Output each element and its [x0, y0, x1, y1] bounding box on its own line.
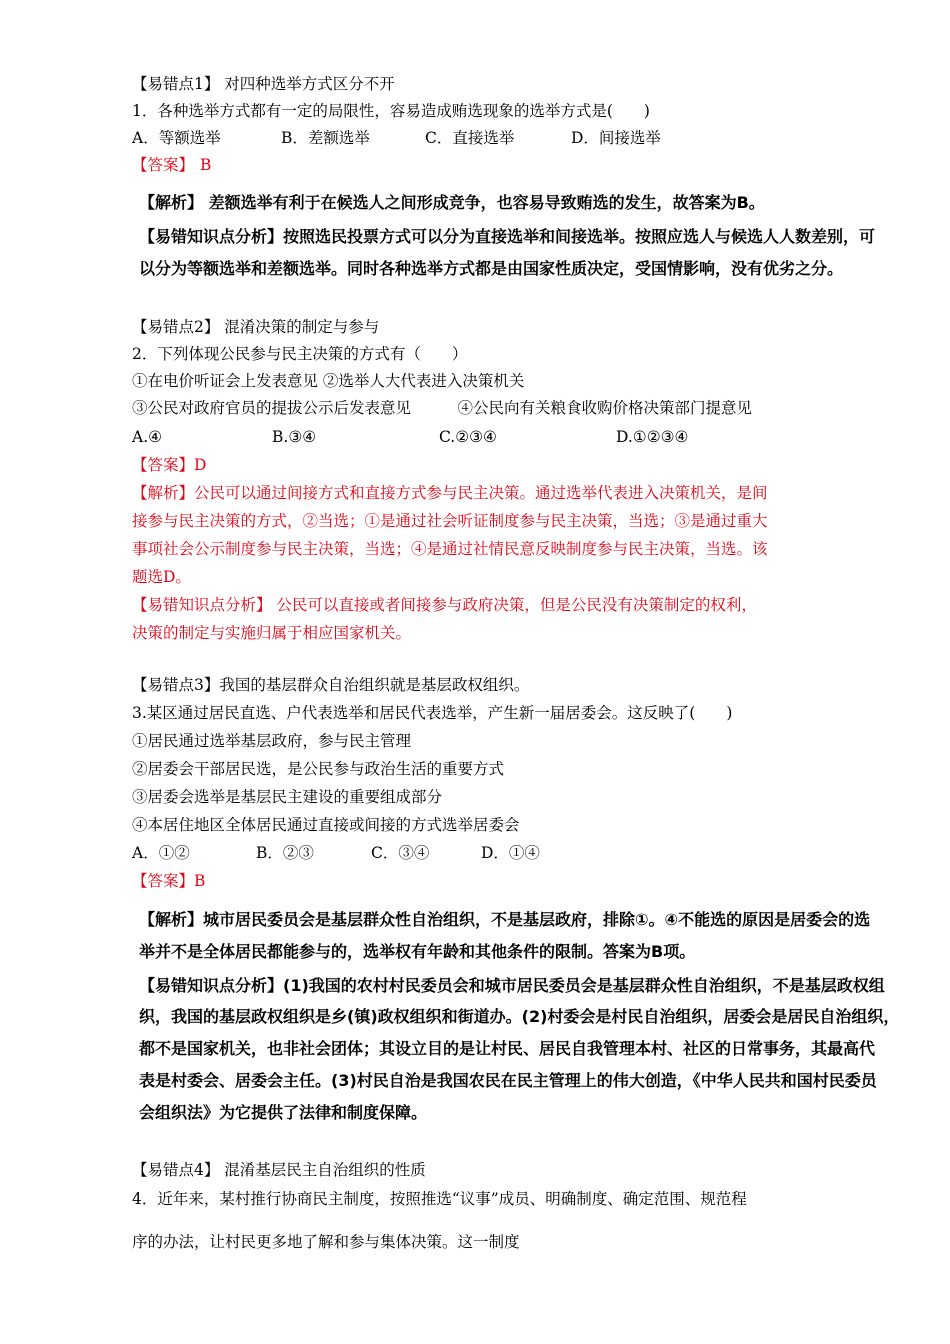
s3-option-a: A．①②: [132, 844, 190, 862]
s3-knowledge-line-3: 都不是国家机关，也非社会团体；其设立目的是让村民、居民自我管理本村、社区的日常事务，其最高代: [139, 1039, 876, 1058]
s1-knowledge-line-2: 以分为等额选举和差额选举。同时各种选举方式都是由国家性质决定，受国情影响，没有优劣之分。: [139, 259, 844, 278]
s2-option-c: C.②③④: [439, 428, 497, 446]
s3-knowledge-line-4: 表是村委会、居委会主任。(3)村民自治是我国农民在民主管理上的伟大创造，《中华人民共和国村民委员: [139, 1071, 877, 1090]
s3-item-1: ①居民通过选举基层政府，参与民主管理: [132, 732, 412, 750]
s3-question: 3.某区通过居民直选、户代表选举和居民代表选举，产生新一届居委会。这反映了( ): [132, 704, 733, 722]
s3-item-2: ②居委会干部居民选，是公民参与政治生活的重要方式: [132, 760, 505, 778]
s1-option-d: D．间接选举: [571, 129, 661, 147]
s3-option-b: B．②③: [256, 844, 314, 862]
s1-knowledge-line-1: 【易错知识点分析】按照选民投票方式可以分为直接选举和间接选举。按照应选人与候选人人数差别，可: [139, 227, 876, 246]
s3-header: 【易错点3】我国的基层群众自治组织就是基层政权组织。: [132, 676, 530, 694]
s2-header: 【易错点2】 混淆决策的制定与参与: [132, 318, 380, 336]
s2-knowledge-line-1: 【易错知识点分析】 公民可以直接或者间接参与政府决策，但是公民没有决策制定的权利，: [132, 596, 757, 614]
s2-option-a: A.④: [132, 428, 163, 446]
s3-item-4: ④本居住地区全体居民通过直接或间接的方式选举居委会: [132, 816, 520, 834]
s2-item-2: ③公民对政府官员的提拔公示后发表意见 ④公民向有关粮食收购价格决策部门提意见: [132, 399, 753, 417]
s2-answer: 【答案】D: [132, 456, 207, 474]
s2-analysis-line-3: 事项社会公示制度参与民主决策，当选；④是通过社情民意反映制度参与民主决策，当选。该: [132, 540, 768, 558]
s2-knowledge-line-2: 决策的制定与实施归属于相应国家机关。: [132, 624, 412, 642]
s2-analysis-line-2: 接参与民主决策的方式，②当选；①是通过社会听证制度参与民主决策，当选；③是通过重大: [132, 512, 768, 530]
s3-knowledge-line-2: 织，我国的基层政权组织是乡(镇)政权组织和街道办。(2)村委会是村民自治组织，居委会是居民自治组织，: [139, 1007, 900, 1026]
s3-item-3: ③居委会选举是基层民主建设的重要组成部分: [132, 788, 443, 806]
s1-option-b: B．差额选举: [281, 129, 370, 147]
s3-option-d: D．①④: [481, 844, 540, 862]
s2-item-1: ①在电价听证会上发表意见 ②选举人大代表进入决策机关: [132, 372, 525, 390]
s4-header: 【易错点4】 混淆基层民主自治组织的性质: [132, 1161, 426, 1179]
s3-analysis-line-2: 举并不是全体居民都能参与的，选举权有年龄和其他条件的限制。答案为B项。: [139, 942, 696, 961]
s1-option-c: C．直接选举: [425, 129, 515, 147]
s1-answer-tag: 【答案】: [132, 156, 195, 174]
s2-question: 2．下列体现公民参与民主决策的方式有（ ）: [132, 345, 468, 363]
s2-analysis-line-1: 【解析】公民可以通过间接方式和直接方式参与民主决策。通过选举代表进入决策机关，是间: [132, 484, 768, 502]
s1-option-a: A．等额选举: [132, 129, 221, 147]
s3-option-c: C．③④: [371, 844, 430, 862]
s3-analysis-line-1: 【解析】城市居民委员会是基层群众性自治组织，不是基层政府，排除①。④不能选的原因是居委会的选: [139, 910, 871, 929]
s2-option-b: B.③④: [272, 428, 317, 446]
s1-header: 【易错点1】 对四种选举方式区分不开: [132, 75, 395, 93]
s3-answer: 【答案】B: [132, 872, 206, 890]
s1-answer-value: B: [200, 156, 212, 174]
s3-knowledge-line-1: 【易错知识点分析】(1)我国的农村村民委员会和城市居民委员会是基层群众性自治组织，不是基层政权组: [139, 976, 885, 995]
s1-analysis: 【解析】 差额选举有利于在候选人之间形成竞争，也容易导致贿选的发生，故答案为B。: [139, 193, 765, 212]
s2-analysis-line-4: 题选D。: [132, 568, 191, 586]
s1-question: 1．各种选举方式都有一定的局限性，容易造成贿选现象的选举方式是( ): [132, 102, 650, 120]
s1-answer: [132, 155, 211, 175]
s3-knowledge-line-5: 会组织法》为它提供了法律和制度保障。: [139, 1103, 428, 1122]
s2-option-d: D.①②③④: [616, 428, 689, 446]
s4-question-line-1: 4．近年来，某村推行协商民主制度，按照推选“议事”成员、明确制度、确定范围、规范程: [132, 1190, 747, 1208]
s4-question-line-2: 序的办法，让村民更多地了解和参与集体决策。这一制度: [132, 1233, 520, 1251]
